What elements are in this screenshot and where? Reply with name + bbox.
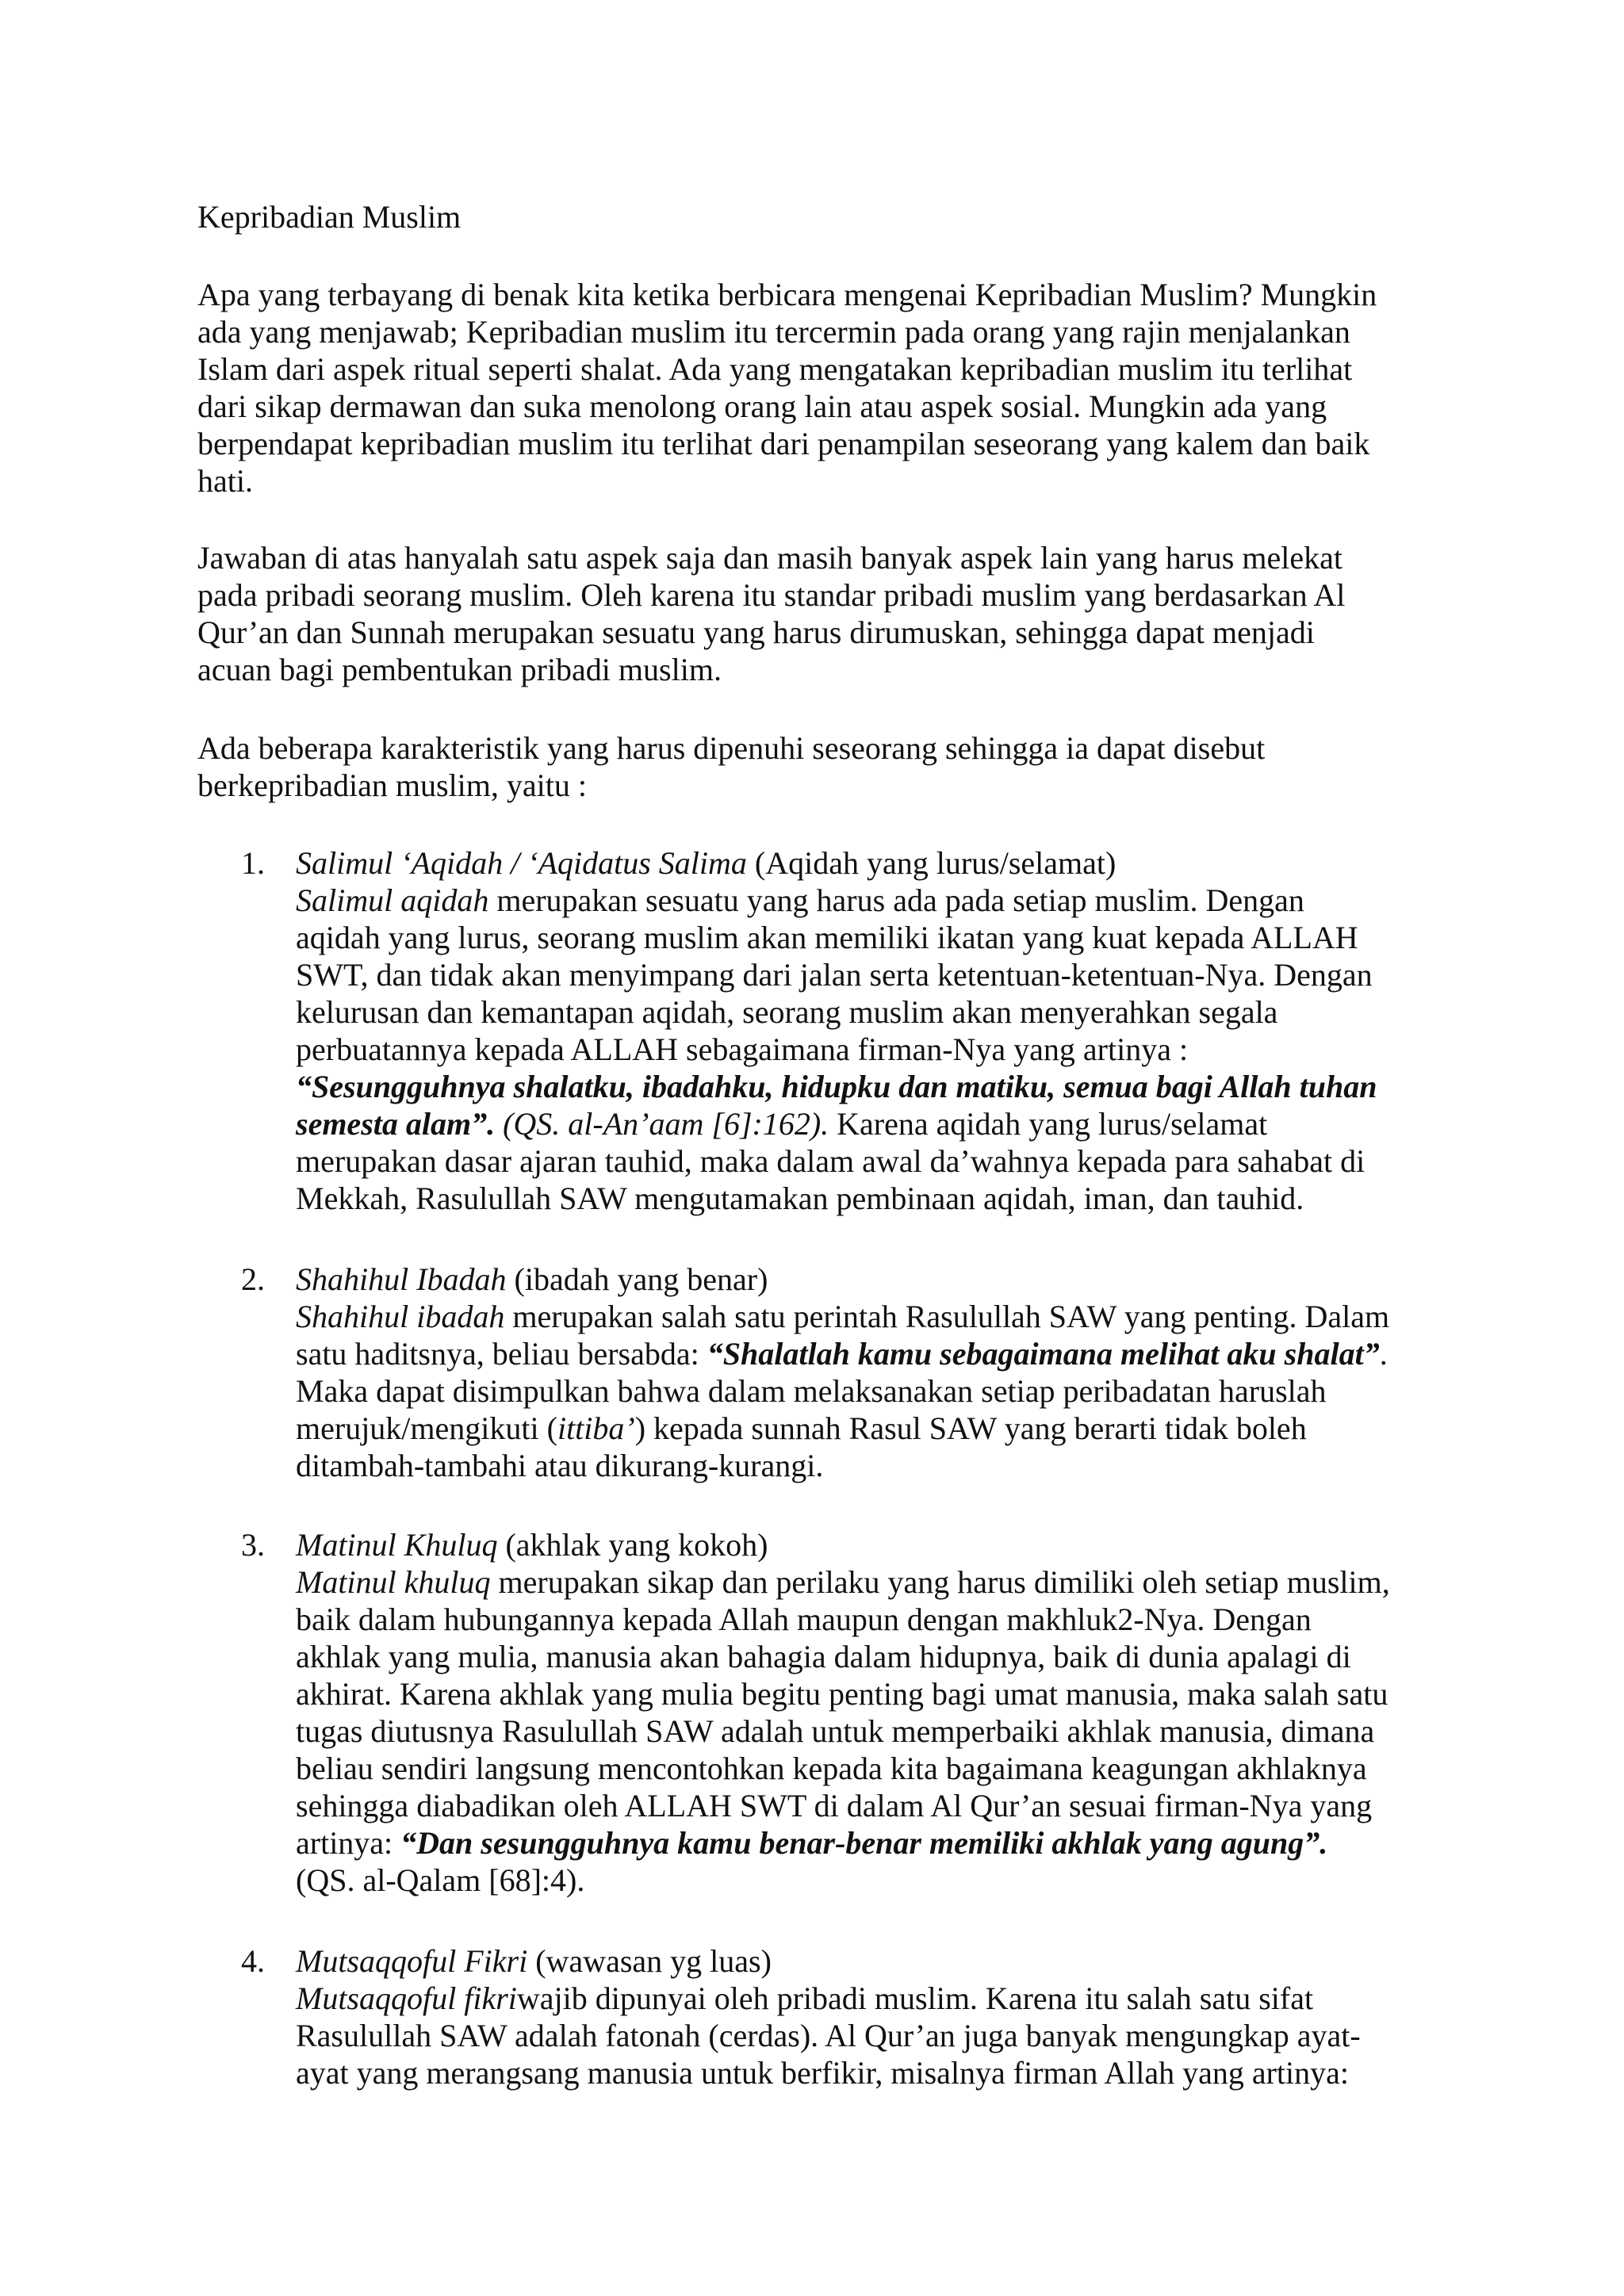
text-fragment: . [1379,1336,1388,1372]
text-line [296,1824,1446,1862]
text-line: Mekkah, Rasulullah SAW mengutamakan pembinaan aqidah, iman, dan tauhid. [296,1181,1304,1216]
item-term: Shahihul Ibadah [296,1261,507,1297]
text-fragment: artinya: [296,1825,401,1861]
text-line: Rasulullah SAW adalah fatonah (cerdas). Al Qur’an juga banyak mengungkap ayat- [296,2018,1361,2053]
text-line: ada yang menjawab; Kepribadian muslim itu tercermin pada orang yang rajin menjalankan [197,314,1350,350]
intro-paragraph-3 [197,729,1434,804]
text-line: acuan bagi pembentukan pribadi muslim. [197,652,722,687]
text-fragment: merupakan salah satu perintah Rasulullah SAW yang penting. Dalam [504,1299,1390,1334]
text-fragment: merujuk/mengikuti ( [296,1410,557,1446]
text-fragment: merupakan sikap dan perilaku yang harus dimiliki oleh setiap muslim, [490,1564,1390,1600]
quote-fragment: “Shalatlah kamu sebagaimana melihat aku shalat” [707,1336,1380,1372]
text-line [296,1980,1446,2017]
item-term: Mutsaqqoful Fikri [296,1943,528,1979]
text-line [296,1335,1446,1372]
intro-paragraph-2 [197,539,1434,688]
text-line [296,1298,1446,1335]
text-line: Qur’an dan Sunnah merupakan sesuatu yang harus dirumuskan, sehingga dapat menjadi [197,614,1315,650]
item-heading [296,844,1446,882]
item-description: (Aqidah yang lurus/selamat) [746,845,1116,881]
text-line: Apa yang terbayang di benak kita ketika berbicara mengenai Kepribadian Muslim? Mungkin [197,277,1377,312]
quran-reference: (QS. al-An’aam [6]:162). [495,1106,829,1142]
text-line: ditambah-tambahi atau dikurang-kurangi. [296,1448,824,1483]
intro-paragraph-1 [197,276,1434,499]
item-term: Matinul Khuluq [296,1527,498,1563]
item-description: (ibadah yang benar) [506,1261,768,1297]
text-fragment: satu haditsnya, beliau bersabda: [296,1336,707,1372]
quote-fragment: semesta alam”. [296,1106,496,1142]
item-description: (wawasan yg luas) [527,1943,772,1979]
text-line: berpendapat kepribadian muslim itu terlihat dari penampilan seseorang yang kalem dan baik [197,426,1370,461]
text-line: perbuatannya kepada ALLAH sebagaimana firman-Nya yang artinya : [296,1031,1189,1067]
list-number: 1. [241,845,265,881]
text-line: akhlak yang mulia, manusia akan bahagia dalam hidupnya, baik di dunia apalagi di [296,1639,1351,1674]
text-line: tugas diutusnya Rasulullah SAW adalah untuk memperbaiki akhlak manusia, dimana [296,1713,1375,1749]
term-ittiba: ittiba’ [557,1410,635,1446]
text-line: pada pribadi seorang muslim. Oleh karena itu standar pribadi muslim yang berdasarkan Al [197,577,1346,613]
text-line: berkepribadian muslim, yaitu : [197,767,587,803]
text-line: aqidah yang lurus, seorang muslim akan memiliki ikatan yang kuat kepada ALLAH [296,920,1358,955]
text-line: Jawaban di atas hanyalah satu aspek saja dan masih banyak aspek lain yang harus melekat [197,540,1342,576]
list-number: 3. [241,1527,265,1563]
list-number: 2. [241,1261,265,1297]
text-line [296,1410,1446,1447]
text-line: Maka dapat disimpulkan bahwa dalam melaksanakan setiap peribadatan haruslah [296,1373,1327,1409]
body-term: Shahihul ibadah [296,1299,505,1334]
list-item-content [296,1526,1446,1899]
text-fragment: ) kepada sunnah Rasul SAW yang berarti tidak boleh [634,1410,1307,1446]
text-line: ayat yang merangsang manusia untuk berfikir, misalnya firman Allah yang artinya: [296,2055,1350,2091]
text-line: (QS. al-Qalam [68]:4). [296,1862,585,1898]
quote-line: “Sesungguhnya shalatku, ibadahku, hidupku dan matiku, semua bagi Allah tuhan [296,1069,1377,1104]
item-heading [296,1942,1446,1980]
text-line: baik dalam hubungannya kepada Allah maupun dengan makhluk2-Nya. Dengan [296,1601,1312,1637]
text-line: dari sikap dermawan dan suka menolong orang lain atau aspek sosial. Mungkin ada yang [197,388,1327,424]
list-item-content [296,844,1446,1217]
text-line: Ada beberapa karakteristik yang harus dipenuhi seseorang sehingga ia dapat disebut [197,730,1266,766]
body-term: Mutsaqqoful fikri [296,1980,517,2016]
item-description: (akhlak yang kokoh) [497,1527,768,1563]
text-line: kelurusan dan kemantapan aqidah, seorang muslim akan menyerahkan segala [296,994,1278,1030]
text-fragment: merupakan sesuatu yang harus ada pada setiap muslim. Dengan [488,882,1304,918]
item-heading [296,1526,1446,1563]
item-heading [296,1261,1446,1298]
text-fragment: wajib dipunyai oleh pribadi muslim. Karena itu salah satu sifat [516,1980,1314,2016]
text-line: SWT, dan tidak akan menyimpang dari jalan serta ketentuan-ketentuan-Nya. Dengan [296,957,1373,993]
text-line: akhirat. Karena akhlak yang mulia begitu penting bagi umat manusia, maka salah satu [296,1676,1388,1712]
list-item-content [296,1261,1446,1484]
quote-fragment: “Dan sesungguhnya kamu benar-benar memiliki akhlak yang agung”. [400,1825,1328,1861]
item-term: Salimul ‘Aqidah / ‘Aqidatus Salima [296,845,747,881]
text-line: beliau sendiri langsung mencontohkan kepada kita bagaimana keagungan akhlaknya [296,1751,1367,1786]
text-line: Islam dari aspek ritual seperti shalat. Ada yang mengatakan kepribadian muslim itu terlihat [197,351,1353,387]
text-line: hati. [197,463,253,499]
text-line: sehingga diabadikan oleh ALLAH SWT di dalam Al Qur’an sesuai firman-Nya yang [296,1788,1373,1823]
text-fragment: Karena aqidah yang lurus/selamat [829,1106,1268,1142]
text-line [296,882,1446,919]
list-number: 4. [241,1943,265,1979]
document-title: Kepribadian Muslim [197,199,462,235]
body-term: Matinul khuluq [296,1564,491,1600]
body-term: Salimul aqidah [296,882,489,918]
text-line [296,1563,1446,1601]
text-line: merupakan dasar ajaran tauhid, maka dalam awal da’wahnya kepada para sahabat di [296,1143,1365,1179]
list-item-content [296,1942,1446,2091]
text-line [296,1105,1446,1142]
